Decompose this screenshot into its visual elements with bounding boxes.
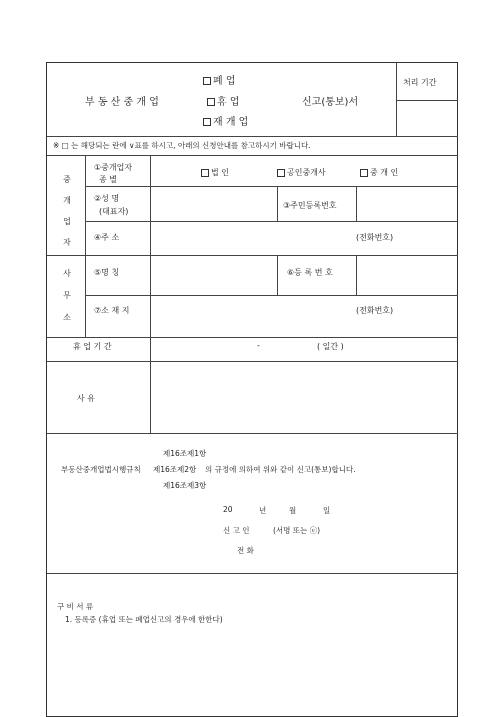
address-label: ④주 소 bbox=[94, 233, 120, 242]
office-name-divider bbox=[277, 255, 278, 295]
office-phone-label: (전화번호) bbox=[356, 306, 394, 315]
period-days-label: ( 일간 ) bbox=[317, 342, 344, 351]
reason-bottom-line bbox=[47, 433, 458, 434]
name-label-1: ②성 명 bbox=[94, 194, 120, 203]
reg-no-input[interactable] bbox=[357, 187, 457, 220]
signature-label[interactable]: (서명 또는 ⓔ) bbox=[273, 526, 321, 535]
name-label-2: (대표자) bbox=[99, 207, 129, 216]
type-option-broker[interactable]: 중 개 인 bbox=[360, 167, 398, 178]
checkbox-close[interactable] bbox=[203, 77, 211, 85]
broker-type-label-2: 종 별 bbox=[99, 175, 117, 184]
instruction-text: ※ □ 는 해당되는 란에 ∨표를 하시고, 아래의 신청안내를 참고하시기 바랍니다. bbox=[53, 141, 311, 150]
office-group-label: 사 무 소 bbox=[63, 269, 71, 322]
option-close[interactable]: 폐 업 bbox=[203, 72, 236, 87]
article-3: 제16조제3항 bbox=[163, 481, 207, 490]
checkbox-reopen[interactable] bbox=[203, 118, 211, 126]
broker-group-label: 중 개 업 자 bbox=[63, 175, 71, 247]
office-location-label: ⑦소 재 지 bbox=[94, 306, 130, 315]
title-suffix: 신고(통보)서 bbox=[302, 97, 359, 108]
type-option-agent[interactable]: 공인중개사 bbox=[277, 167, 326, 178]
option-suspend[interactable]: 휴 업 bbox=[207, 93, 240, 108]
declaration-phone-label: 전 화 bbox=[237, 546, 254, 555]
declaration-bottom-line bbox=[47, 573, 458, 574]
name-input[interactable] bbox=[151, 187, 277, 220]
title-prefix: 부 동 산 중 개 업 bbox=[85, 97, 159, 108]
type-option-corp[interactable]: 법 인 bbox=[201, 167, 229, 178]
reg-no-label: ③주민등록번호 bbox=[283, 201, 337, 210]
checkbox-broker[interactable] bbox=[360, 169, 368, 177]
reason-input[interactable] bbox=[151, 362, 457, 432]
office-name-label: ⑤명 칭 bbox=[94, 268, 120, 277]
checkbox-suspend[interactable] bbox=[207, 98, 215, 106]
header-bottom-line bbox=[47, 136, 458, 137]
report-form bbox=[46, 62, 458, 717]
law-name: 부동산중개업법시행규칙 bbox=[61, 465, 141, 474]
period-label: 휴 업 기 간 bbox=[73, 342, 112, 351]
office-reg-label: ⑥등 록 번 호 bbox=[287, 268, 333, 277]
period-dash: - bbox=[257, 341, 260, 350]
reporter-label: 신 고 인 bbox=[223, 526, 250, 535]
processing-divider bbox=[396, 100, 458, 101]
address-phone-label: (전화번호) bbox=[356, 233, 394, 242]
office-name-input[interactable] bbox=[151, 256, 277, 294]
date-year: 년 bbox=[259, 506, 267, 515]
checkbox-agent[interactable] bbox=[277, 169, 285, 177]
reason-label: 사 유 bbox=[77, 394, 95, 403]
checkbox-corp[interactable] bbox=[201, 169, 209, 177]
attachments-title: 구 비 서 류 bbox=[57, 602, 94, 611]
date-month: 월 bbox=[289, 506, 297, 515]
name-divider bbox=[277, 186, 278, 221]
office-reg-input[interactable] bbox=[357, 256, 457, 294]
option-reopen[interactable]: 재 개 업 bbox=[203, 113, 248, 128]
processing-label: 처리 기간 bbox=[403, 78, 437, 87]
article-2: 제16조제2항 bbox=[153, 465, 197, 474]
declaration-statement: 의 규정에 의하여 위와 같이 신고(통보)합니다. bbox=[205, 465, 356, 474]
date-day: 일 bbox=[323, 506, 331, 515]
date-prefix: 20 bbox=[223, 505, 233, 514]
attachment-item-1: 1. 등록증 (휴업 또는 폐업신고의 경우에 한한다) bbox=[65, 615, 223, 624]
article-1: 제16조제1항 bbox=[163, 449, 207, 458]
address-input[interactable] bbox=[151, 222, 457, 255]
section-label-divider bbox=[85, 155, 86, 337]
office-location-input[interactable] bbox=[151, 296, 457, 336]
period-input[interactable] bbox=[151, 338, 457, 360]
instruction-bottom-line bbox=[47, 155, 458, 156]
broker-type-label-1: ①중개업자 bbox=[94, 163, 133, 172]
